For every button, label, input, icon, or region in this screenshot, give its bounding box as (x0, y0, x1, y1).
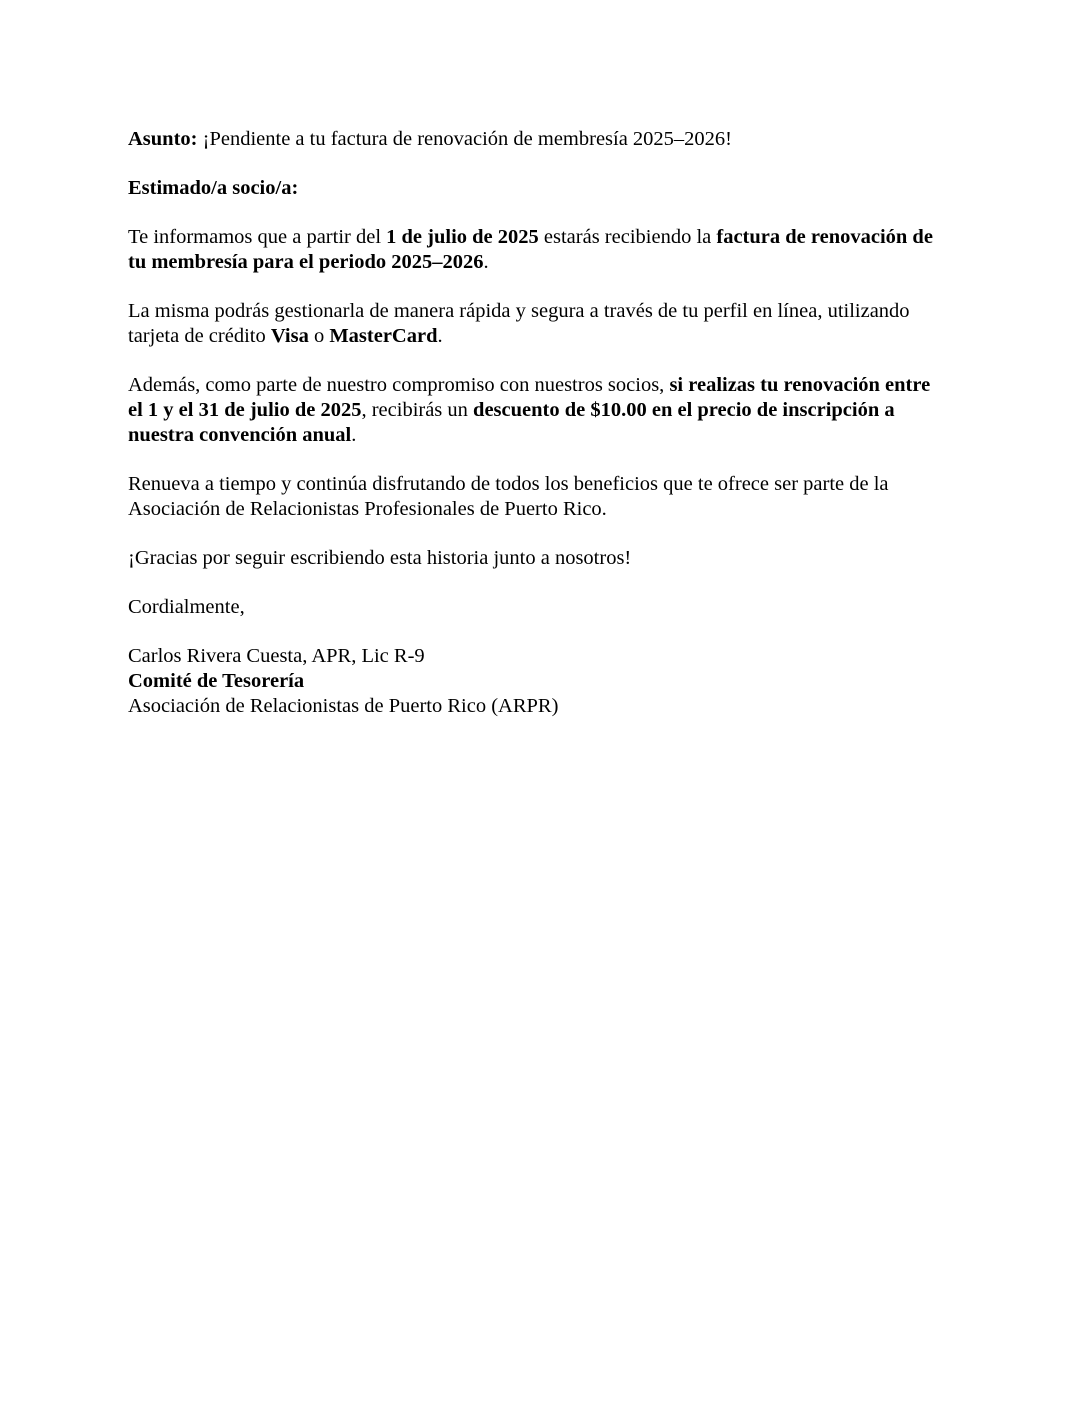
p4-text: Renueva a tiempo y continúa disfrutando de todos los beneficios que te ofrece ser parte de la Asociación de Relacionistas Profesionales de Puerto Rico. (128, 473, 889, 520)
letter-body (128, 127, 948, 719)
paragraph-benefits (128, 472, 948, 522)
p3-text-3: . (351, 424, 357, 446)
p2-mastercard: MasterCard (329, 325, 438, 347)
paragraph-payment (128, 299, 948, 349)
p3-discount: descuento de $10.00 en el precio de inscripción a nuestra convención anual (128, 399, 895, 446)
p2-text-3: . (437, 325, 443, 347)
signature-block (128, 644, 948, 719)
subject-text: ¡Pendiente a tu factura de renovación de membresía 2025–2026! (197, 128, 733, 150)
p1-text-1: Te informamos que a partir del (128, 226, 387, 248)
paragraph-renewal-invoice (128, 225, 948, 275)
p2-text-1: La misma podrás gestionarla de manera rápida y segura a través de tu perfil en línea, utilizando tarjeta de crédito (128, 300, 910, 347)
p5-text: ¡Gracias por seguir escribiendo esta historia junto a nosotros! (128, 547, 632, 569)
p3-condition: si realizas tu renovación entre el 1 y el 31 de julio de 2025 (128, 374, 931, 421)
p1-text-3: . (483, 251, 489, 273)
greeting (128, 176, 948, 201)
signature-organization: Asociación de Relacionistas de Puerto Rico (ARPR) (128, 695, 559, 717)
closing (128, 595, 948, 620)
p3-text-2: , recibirás un (361, 399, 474, 421)
greeting-text: Estimado/a socio/a: (128, 177, 299, 199)
signature-name: Carlos Rivera Cuesta, APR, Lic R-9 (128, 645, 425, 667)
subject-label: Asunto: (128, 128, 198, 150)
p1-date: 1 de julio de 2025 (386, 226, 539, 248)
p2-visa: Visa (270, 325, 309, 347)
signature-committee: Comité de Tesorería (128, 670, 305, 692)
p1-text-2: estarás recibiendo la (538, 226, 717, 248)
p1-invoice-period: factura de renovación de tu membresía para el periodo 2025–2026 (128, 226, 933, 273)
paragraph-thanks (128, 546, 948, 571)
p3-text-1: Además, como parte de nuestro compromiso con nuestros socios, (128, 374, 670, 396)
subject-line (128, 127, 948, 152)
paragraph-discount (128, 373, 948, 448)
closing-text: Cordialmente, (128, 596, 245, 618)
p2-text-2: o (308, 325, 330, 347)
